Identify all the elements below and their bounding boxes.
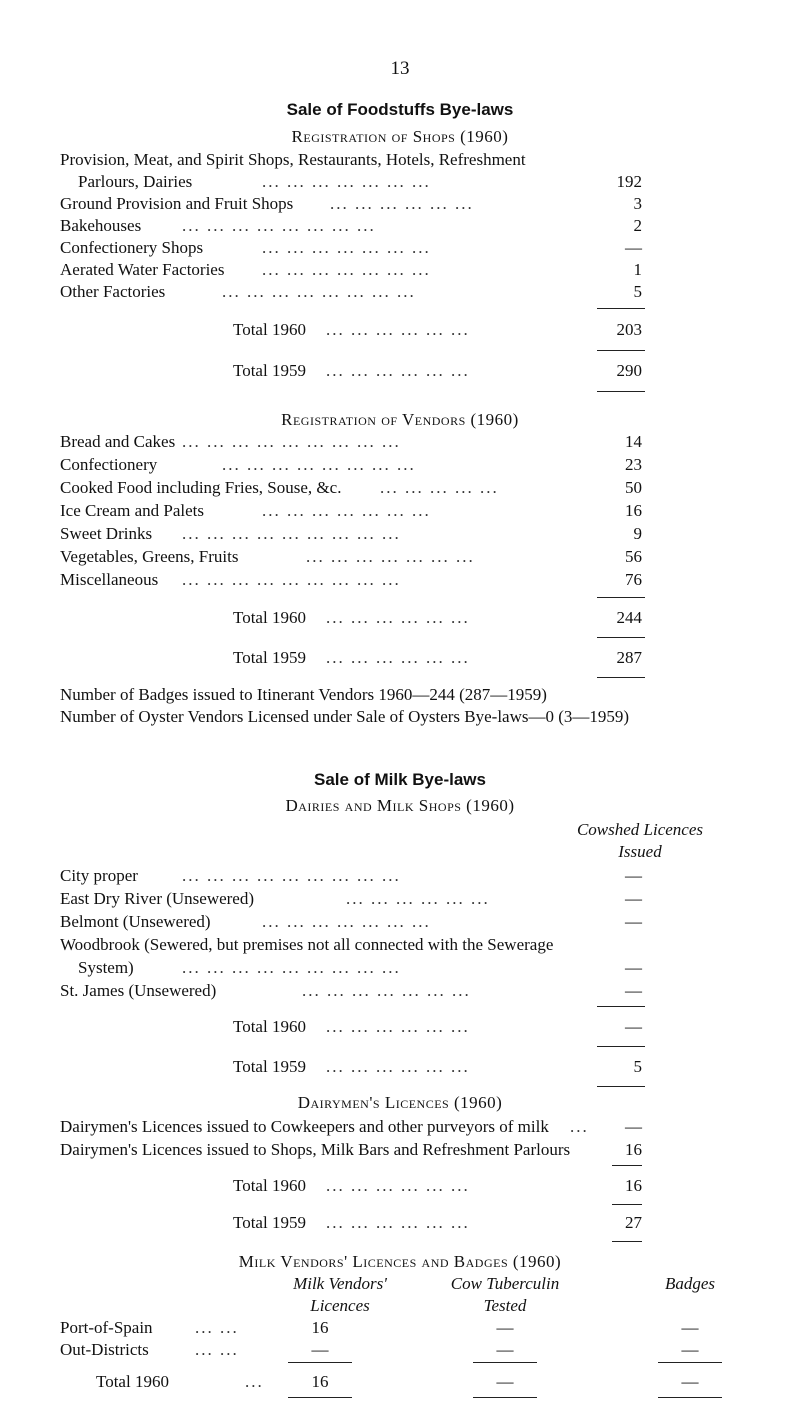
milk-vendors-total-1960-badges: — — [681, 1372, 699, 1391]
vendors-row-label: Ice Cream and Palets — [60, 501, 204, 520]
dairies-row-value: — — [625, 866, 642, 885]
dairymen-total-1959: 27 — [625, 1213, 642, 1232]
shops-row-label: Confectionery Shops — [60, 238, 204, 257]
vendors-total-1960-label: Total 1960 — [233, 608, 306, 627]
rule — [288, 1397, 352, 1398]
leader-dots: ... ... ... ... ... ... — [326, 361, 470, 380]
leader-dots: ... ... ... ... ... ... ... — [262, 912, 431, 931]
shops-total-1959-label: Total 1959 — [233, 361, 306, 380]
rule — [597, 1006, 645, 1007]
dairymen-row-value: — — [625, 1117, 642, 1136]
badges-note: Number of Badges issued to Itinerant Vendors 1960—244 (287—1959) — [60, 685, 547, 704]
shops-line-2-value: 192 — [616, 172, 642, 191]
dairymen-row-label: Dairymen's Licences issued to Cowkeepers and other purveyors of milk — [60, 1117, 549, 1136]
st-james-value: — — [625, 981, 642, 1000]
woodbrook-value: — — [625, 958, 642, 977]
col-header-tested-2: Tested — [483, 1296, 527, 1315]
dairies-row-value: — — [625, 912, 642, 931]
dairymen-row-value: 16 — [625, 1140, 642, 1159]
leader-dots: ... — [570, 1117, 589, 1136]
shops-row-label: Bakehouses — [60, 216, 142, 235]
dairies-subheading: Dairies and Milk Shops (1960) — [285, 796, 515, 815]
dairymen-total-1960: 16 — [625, 1176, 642, 1195]
shops-row-value: 3 — [633, 194, 642, 213]
vendors-row-label: Miscellaneous — [60, 570, 159, 589]
woodbrook-line-1: Woodbrook (Sewered, but premises not all connected with the Sewerage — [60, 935, 554, 954]
woodbrook-line-2: System) — [78, 958, 134, 977]
vendors-subheading: Registration of Vendors (1960) — [281, 410, 519, 429]
oysters-note: Number of Oyster Vendors Licensed under Sale of Oysters Bye-laws—0 (3—1959) — [60, 707, 630, 726]
dairymen-subheading: Dairymen's Licences (1960) — [297, 1093, 503, 1112]
vendors-total-1959-label: Total 1959 — [233, 648, 306, 667]
leader-dots: ... ... ... ... ... ... — [330, 194, 474, 213]
milk-vendors-total-1960-label: Total 1960 — [96, 1372, 169, 1391]
leader-dots: ... ... ... ... ... ... ... ... ... — [182, 958, 401, 977]
dairies-total-1960-label: Total 1960 — [233, 1017, 306, 1036]
leader-dots: ... ... ... ... ... ... ... — [262, 238, 431, 257]
dairies-row-value: — — [625, 889, 642, 908]
dairymen-total-1959-label: Total 1959 — [233, 1213, 306, 1232]
leader-dots: ... ... ... ... ... ... ... ... — [222, 455, 416, 474]
shops-line-1: Provision, Meat, and Spirit Shops, Restaurants, Hotels, Refreshment — [60, 150, 526, 169]
dairies-row-label: Belmont (Unsewered) — [60, 912, 211, 931]
milk-vendors-total-1960-tested: — — [496, 1372, 514, 1391]
shops-row-label: Ground Provision and Fruit Shops — [60, 194, 294, 213]
milk-vendors-tested: — — [496, 1340, 514, 1359]
dairies-total-1959-label: Total 1959 — [233, 1057, 306, 1076]
shops-subheading: Registration of Shops (1960) — [291, 127, 509, 146]
leader-dots: ... ... ... ... ... ... — [326, 1176, 470, 1195]
dairies-total-1960: — — [625, 1017, 642, 1036]
shops-line-2: Parlours, Dairies — [78, 172, 193, 191]
dairies-total-1959: 5 — [633, 1057, 642, 1076]
vendors-row-value: 9 — [633, 524, 642, 543]
milk-vendors-row-label: Port-of-Spain — [60, 1318, 153, 1337]
rule — [612, 1165, 642, 1166]
leader-dots: ... ... ... ... ... ... ... — [262, 260, 431, 279]
leader-dots: ... ... ... ... ... ... ... ... ... — [182, 524, 401, 543]
rule — [597, 1086, 645, 1087]
vendors-row-label: Confectionery — [60, 455, 158, 474]
page-number: 13 — [390, 58, 410, 79]
rule — [288, 1362, 352, 1363]
leader-dots: ... ... ... ... ... ... — [326, 648, 470, 667]
col-header-licences-1: Milk Vendors' — [293, 1274, 387, 1293]
leader-dots: ... ... ... ... ... ... — [326, 1213, 470, 1232]
leader-dots: ... ... ... ... ... ... — [326, 608, 470, 627]
vendors-row-value: 50 — [625, 478, 642, 497]
foodstuffs-heading: Sale of Foodstuffs Bye-laws — [286, 100, 514, 119]
leader-dots: ... ... — [195, 1340, 239, 1359]
shops-total-1960: 203 — [616, 320, 642, 339]
shops-row-label: Aerated Water Factories — [60, 260, 225, 279]
vendors-row-value: 56 — [625, 547, 642, 566]
vendors-row-label: Sweet Drinks — [60, 524, 153, 543]
dairymen-total-1960-label: Total 1960 — [233, 1176, 306, 1195]
rule — [597, 1046, 645, 1047]
leader-dots: ... ... ... ... ... ... ... ... ... — [182, 570, 401, 589]
shops-row-value: 5 — [633, 282, 642, 301]
vendors-row-value: 23 — [625, 455, 642, 474]
st-james-label: St. James (Unsewered) — [60, 981, 217, 1000]
milk-vendors-row-label: Out-Districts — [60, 1340, 149, 1359]
leader-dots: ... ... ... ... ... ... ... ... ... — [182, 866, 401, 885]
rule — [658, 1397, 722, 1398]
rule — [473, 1397, 537, 1398]
rule — [597, 350, 645, 351]
shops-row-value: 1 — [633, 260, 642, 279]
vendors-row-label: Cooked Food including Fries, Souse, &c. — [60, 478, 342, 497]
dairies-row-label: City proper — [60, 866, 138, 885]
shops-row-value: 2 — [633, 216, 642, 235]
milk-vendors-subheading: Milk Vendors' Licences and Badges (1960) — [238, 1252, 562, 1271]
leader-dots: ... ... ... ... ... ... — [326, 320, 470, 339]
leader-dots: ... ... ... ... ... ... ... — [306, 547, 475, 566]
leader-dots: ... ... ... ... ... ... — [326, 1017, 470, 1036]
leader-dots: ... ... ... ... ... ... ... — [302, 981, 471, 1000]
vendors-total-1960: 244 — [616, 608, 642, 627]
rule — [597, 637, 645, 638]
milk-vendors-badges: — — [681, 1318, 699, 1337]
leader-dots: ... ... ... ... ... ... ... — [262, 172, 431, 191]
milk-vendors-licences: — — [311, 1340, 329, 1359]
rule — [473, 1362, 537, 1363]
shops-total-1959: 290 — [616, 361, 642, 380]
col-header-badges: Badges — [664, 1274, 716, 1293]
rule — [612, 1241, 642, 1242]
leader-dots: ... ... ... ... ... ... ... ... — [182, 216, 376, 235]
leader-dots: ... ... ... ... ... ... ... — [262, 501, 431, 520]
rule — [612, 1204, 642, 1205]
leader-dots: ... ... ... ... ... ... — [346, 889, 490, 908]
cowshed-col-header-1: Cowshed Licences — [576, 820, 704, 839]
dairies-row-label: East Dry River (Unsewered) — [60, 889, 255, 908]
rule — [597, 597, 645, 598]
shops-total-1960-label: Total 1960 — [233, 320, 306, 339]
rule — [658, 1362, 722, 1363]
milk-vendors-badges: — — [681, 1340, 699, 1359]
rule — [597, 391, 645, 392]
leader-dots: ... ... ... ... ... ... ... ... ... — [182, 432, 401, 451]
leader-dots: ... ... ... ... ... ... ... ... — [222, 282, 416, 301]
col-header-licences-2: Licences — [310, 1296, 370, 1315]
leader-dots: ... ... ... ... ... ... — [326, 1057, 470, 1076]
shops-row-label: Other Factories — [60, 282, 166, 301]
leader-dots: ... ... ... ... ... — [380, 478, 499, 497]
vendors-row-value: 76 — [625, 570, 642, 589]
vendors-row-value: 16 — [625, 501, 642, 520]
milk-vendors-tested: — — [496, 1318, 514, 1337]
col-header-tested-1: Cow Tuberculin — [450, 1274, 560, 1293]
vendors-row-label: Bread and Cakes — [60, 432, 176, 451]
milk-vendors-licences: 16 — [311, 1318, 329, 1337]
milk-heading: Sale of Milk Bye-laws — [314, 770, 486, 789]
vendors-row-value: 14 — [625, 432, 642, 451]
leader-dots: ... ... — [195, 1318, 239, 1337]
vendors-total-1959: 287 — [616, 648, 642, 667]
shops-row-value: — — [625, 238, 642, 257]
vendors-row-label: Vegetables, Greens, Fruits — [60, 547, 239, 566]
rule — [597, 308, 645, 309]
rule — [597, 677, 645, 678]
milk-vendors-total-1960-licences: 16 — [311, 1372, 329, 1391]
cowshed-col-header-2: Issued — [618, 842, 662, 861]
dairymen-row-label: Dairymen's Licences issued to Shops, Milk Bars and Refreshment Parlours — [60, 1140, 571, 1159]
leader-dots: ... — [245, 1372, 264, 1391]
